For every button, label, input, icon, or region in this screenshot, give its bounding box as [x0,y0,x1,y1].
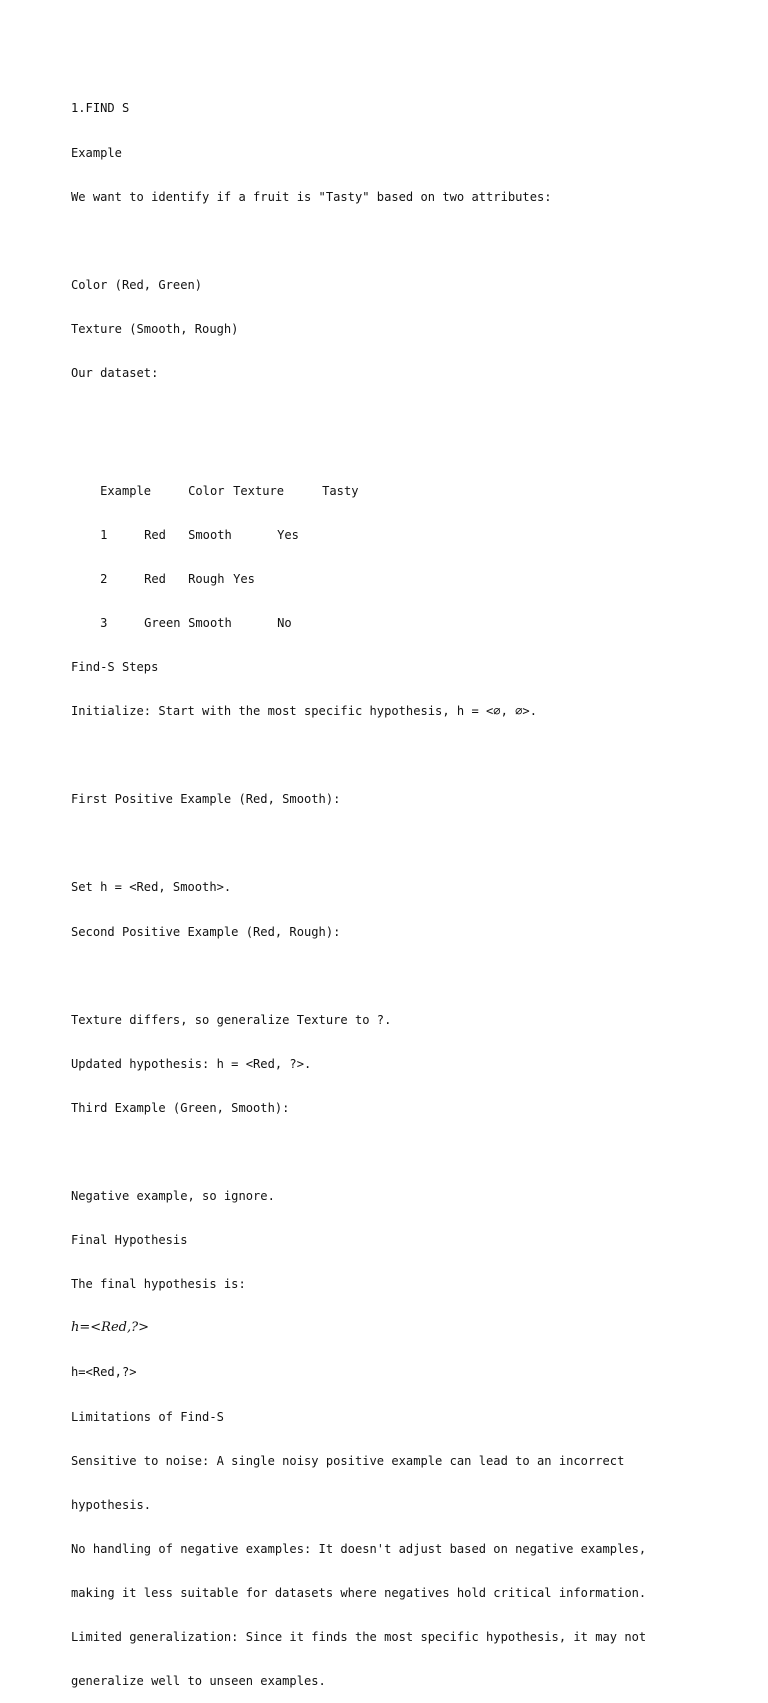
table-cell: No [277,615,292,630]
third-example: Third Example (Green, Smooth): [71,1100,290,1115]
limitation-negatives-cont: making it less suitable for datasets where negatives hold critical information. [71,1585,647,1600]
steps-title: Find-S Steps [71,659,159,674]
final-hypothesis-plain: h=<Red,?> [71,1365,137,1380]
doc-heading: 1.FIND S [71,101,130,116]
set-hypothesis: Set h = <Red, Smooth>. [71,880,232,895]
dataset-label: Our dataset: [71,365,159,380]
init-step: Initialize: Start with the most specific hypothesis, h = <∅, ∅>. [71,704,537,719]
table-row [71,513,711,542]
texture-differs: Texture differs, so generalize Texture to ?. [71,1012,392,1027]
updated-hypothesis: Updated hypothesis: h = <Red, ?>. [71,1056,312,1071]
table-cell: 3 [100,615,108,630]
attr-color: Color (Red, Green) [71,277,203,292]
limitation-generalization: Limited generalization: Since it finds the most specific hypothesis, it may not [71,1630,647,1644]
table-cell: 1 [100,527,108,542]
document-body [71,72,711,1703]
intro-text: We want to identify if a fruit is "Tasty" based on two attributes: [71,189,552,204]
negative-example: Negative example, so ignore. [71,1189,275,1204]
table-cell: Smooth [188,527,232,542]
spacer [71,836,711,851]
table-row [71,557,711,586]
final-title: Final Hypothesis [71,1233,188,1248]
example-title: Example [71,145,122,160]
table-cell: Yes [277,527,299,542]
spacer [71,1145,711,1160]
spacer [71,969,711,984]
final-is: The final hypothesis is: [71,1277,246,1292]
limitations-title: Limitations of Find-S [71,1409,224,1424]
table-cell: Rough [188,571,225,586]
table-row [71,601,711,630]
final-hypothesis-math: h=<Red,?> [71,1320,149,1336]
limitation-generalization-cont: generalize well to unseen examples. [71,1674,326,1689]
table-cell: Smooth [188,615,232,630]
table-header-cell: Color [188,483,225,498]
second-positive: Second Positive Example (Red, Rough): [71,924,341,939]
table-cell: Green [144,615,181,630]
table-cell: 2 [100,571,108,586]
table-header-cell: Example [100,483,152,498]
limitation-noise-cont: hypothesis. [71,1497,152,1512]
limitation-negatives: No handling of negative examples: It doesn't adjust based on negative examples, [71,1541,647,1556]
spacer [71,234,711,249]
table-header-row [71,469,711,498]
table-cell: Red [144,527,166,542]
table-cell: Yes [233,571,255,586]
attr-texture: Texture (Smooth, Rough) [71,321,239,336]
table-header-cell: Texture [233,483,285,498]
limitation-noise: Sensitive to noise: A single noisy positive example can lead to an incorrect [71,1453,625,1468]
spacer [71,748,711,763]
spacer [71,410,711,425]
table-cell: Red [144,571,166,586]
first-positive: First Positive Example (Red, Smooth): [71,792,341,807]
table-header-cell: Tasty [322,483,359,498]
